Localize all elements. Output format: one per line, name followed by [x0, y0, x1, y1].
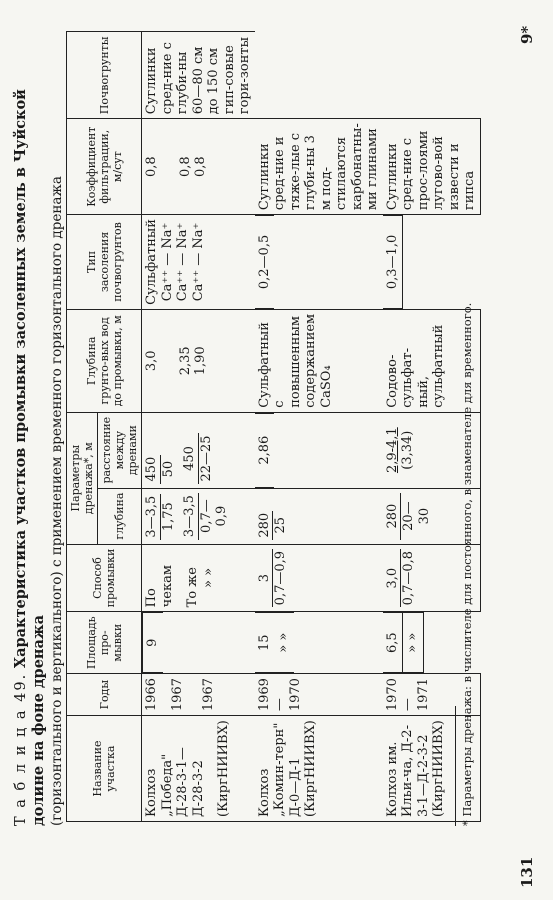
header-coef: Коэффициент фильтрации, м/сут	[67, 119, 142, 215]
table-row	[142, 32, 255, 822]
caption-subtitle: (горизонтального и вертикального) с применением временного горизонтального дренажа	[49, 176, 65, 826]
year-value: 1967	[169, 678, 185, 712]
salinity-line: Ca⁺⁺ — Na⁺	[159, 222, 175, 302]
spacing-numerator: 450	[182, 433, 199, 483]
page-number: 131	[518, 856, 536, 888]
header-name: Название участка	[67, 716, 142, 822]
year-value: 1971	[415, 678, 431, 712]
year-value: 1966	[144, 678, 159, 712]
cell-gw-depth	[142, 309, 255, 412]
cell-soil: Суглинки сред-ние с прос-лоями лугово-вой извести и гипса	[383, 119, 481, 215]
spacing-denominator: 22—25	[198, 435, 214, 482]
cell-method: » »	[403, 612, 424, 673]
year-value: 1967	[200, 678, 216, 712]
cell-coef: 0,3—1,0	[383, 215, 404, 309]
header-year: Годы	[67, 674, 142, 716]
gw-value: 2,9-4,1	[384, 427, 400, 474]
spacing-numerator: 280	[385, 493, 402, 540]
salinity-line: Сульфатный	[256, 322, 272, 408]
spacing-numerator: 280	[256, 512, 272, 538]
caption-lead: Т а б л и ц а 49.	[13, 672, 29, 826]
depth-numerator: 3,0	[385, 549, 402, 607]
cell-salinity	[142, 215, 255, 310]
signature-mark: 9*	[518, 25, 536, 44]
depth-numerator: 3—3,5	[144, 495, 159, 538]
spacing-fraction	[257, 511, 289, 540]
depth-numerator: 3	[257, 549, 274, 607]
cell-area: 6,5	[383, 612, 404, 673]
site-name: Колхоз „Комин-терн" Д-0—Д-1	[256, 722, 303, 817]
cell-gw-depth: 2,86	[255, 413, 275, 488]
depth-fraction	[182, 493, 230, 540]
cell-years	[142, 674, 255, 716]
table-caption	[12, 26, 66, 826]
spacing-denominator: 25	[273, 516, 288, 534]
salinity-line: Сульфатный	[144, 219, 159, 305]
gw-value: 2,35	[177, 346, 193, 376]
site-org: (КиргНИИВХ)	[303, 720, 318, 817]
header-salinity: Тип засоления почвогрунтов	[67, 215, 142, 310]
cell-name	[142, 716, 255, 822]
cell-soil: Суглинки сред-ние с глуби-ны 60—80 см до 150 см гип-совые гори-зонты	[142, 32, 255, 119]
salinity-line: CaSO₄	[318, 365, 334, 408]
site-org: (КиргНИИВХ)	[431, 720, 446, 817]
site-name: Колхоз им. Ильи-ча, Д-2-3-1—Д-2-3-2	[384, 725, 431, 817]
depth-denominator: 0,7—0,9	[273, 550, 288, 606]
depth-fraction	[385, 549, 417, 607]
table-row	[255, 32, 383, 822]
cell-method	[142, 544, 255, 612]
cell-coef: 0,2—0,5	[255, 215, 275, 309]
year-value: 1970—	[384, 678, 415, 712]
spacing-fraction	[144, 455, 176, 484]
gw-value: 3,0	[144, 350, 159, 372]
spacing-fraction	[182, 433, 214, 483]
cell-spacing	[142, 412, 255, 488]
method-value: » »	[200, 567, 216, 588]
header-method: Способ промывки	[67, 544, 142, 612]
site-org: (КиргНИИВХ)	[216, 720, 231, 817]
cell-coef	[142, 119, 255, 215]
data-table	[66, 31, 481, 822]
spacing-denominator: 20—30	[401, 501, 432, 531]
spacing-numerator: 450	[144, 456, 159, 482]
cell-depth	[142, 488, 255, 544]
coef-value: 0,8	[177, 156, 193, 177]
cell-years	[255, 674, 383, 716]
method-value: То же	[185, 567, 200, 608]
cell-name	[255, 716, 383, 822]
footnote-divider	[455, 706, 456, 826]
gw-value: 1,90	[193, 346, 208, 376]
salinity-line: ный, сульфатный	[415, 324, 446, 408]
year-value: 1969—	[256, 678, 287, 712]
depth-fraction	[144, 494, 176, 540]
spacing-fraction	[385, 493, 433, 540]
header-soil: Почвогрунты	[67, 32, 142, 119]
cell-depth	[255, 544, 383, 612]
footnote: * Параметры дренажа: в числителе для постоянного, в знаменателе для временного.	[460, 302, 474, 826]
cell-area: 9	[142, 612, 163, 673]
cell-spacing	[255, 488, 383, 544]
cell-method: » »	[274, 612, 294, 673]
header-depth: глубина	[98, 488, 142, 544]
depth-numerator: 3—3,5	[182, 493, 199, 540]
salinity-line: содержанием	[303, 313, 318, 408]
caption-title: Характеристика участков промывки засоленных земель в Чуйской долине на фоне дренажа	[12, 89, 47, 826]
year-value: 1970	[287, 678, 303, 712]
depth-fraction	[257, 549, 289, 607]
header-drain-params: Параметры дренажа*, м	[67, 412, 98, 544]
gw-value: (3,34)	[400, 430, 415, 470]
cell-area: 15	[255, 612, 275, 673]
depth-denominator: 1,75	[160, 502, 176, 532]
method-value: По чекам	[144, 565, 175, 608]
depth-denominator: 0,7—0,8	[401, 550, 416, 606]
header-area: Площадь про-мывки	[67, 612, 142, 674]
cell-soil: Суглинки сред-ние и тяже-лые с глуби-ны 3 м под-стилаются карбонатны-ми глинами	[255, 119, 383, 215]
spacing-denominator: 50	[160, 460, 176, 478]
coef-value: 0,8	[193, 156, 208, 177]
salinity-line: с повышенным	[272, 316, 303, 408]
header-gw-depth: Глубина грунто-вых вод до промывки, м	[67, 309, 142, 412]
salinity-line: Содово-сульфат-	[384, 348, 415, 408]
salinity-line: Ca⁺⁺ — Na⁺	[190, 222, 206, 302]
cell-salinity	[255, 309, 383, 412]
depth-denominator: 0,7—0,9	[198, 499, 229, 533]
salinity-line: Ca⁺⁺ — Na⁺	[175, 222, 190, 302]
header-spacing: расстояние между дренами	[98, 412, 142, 488]
site-name: Колхоз „Победа" Д-28-3-1—Д-28-3-2	[144, 747, 206, 817]
coef-value: 0,8	[144, 156, 159, 177]
